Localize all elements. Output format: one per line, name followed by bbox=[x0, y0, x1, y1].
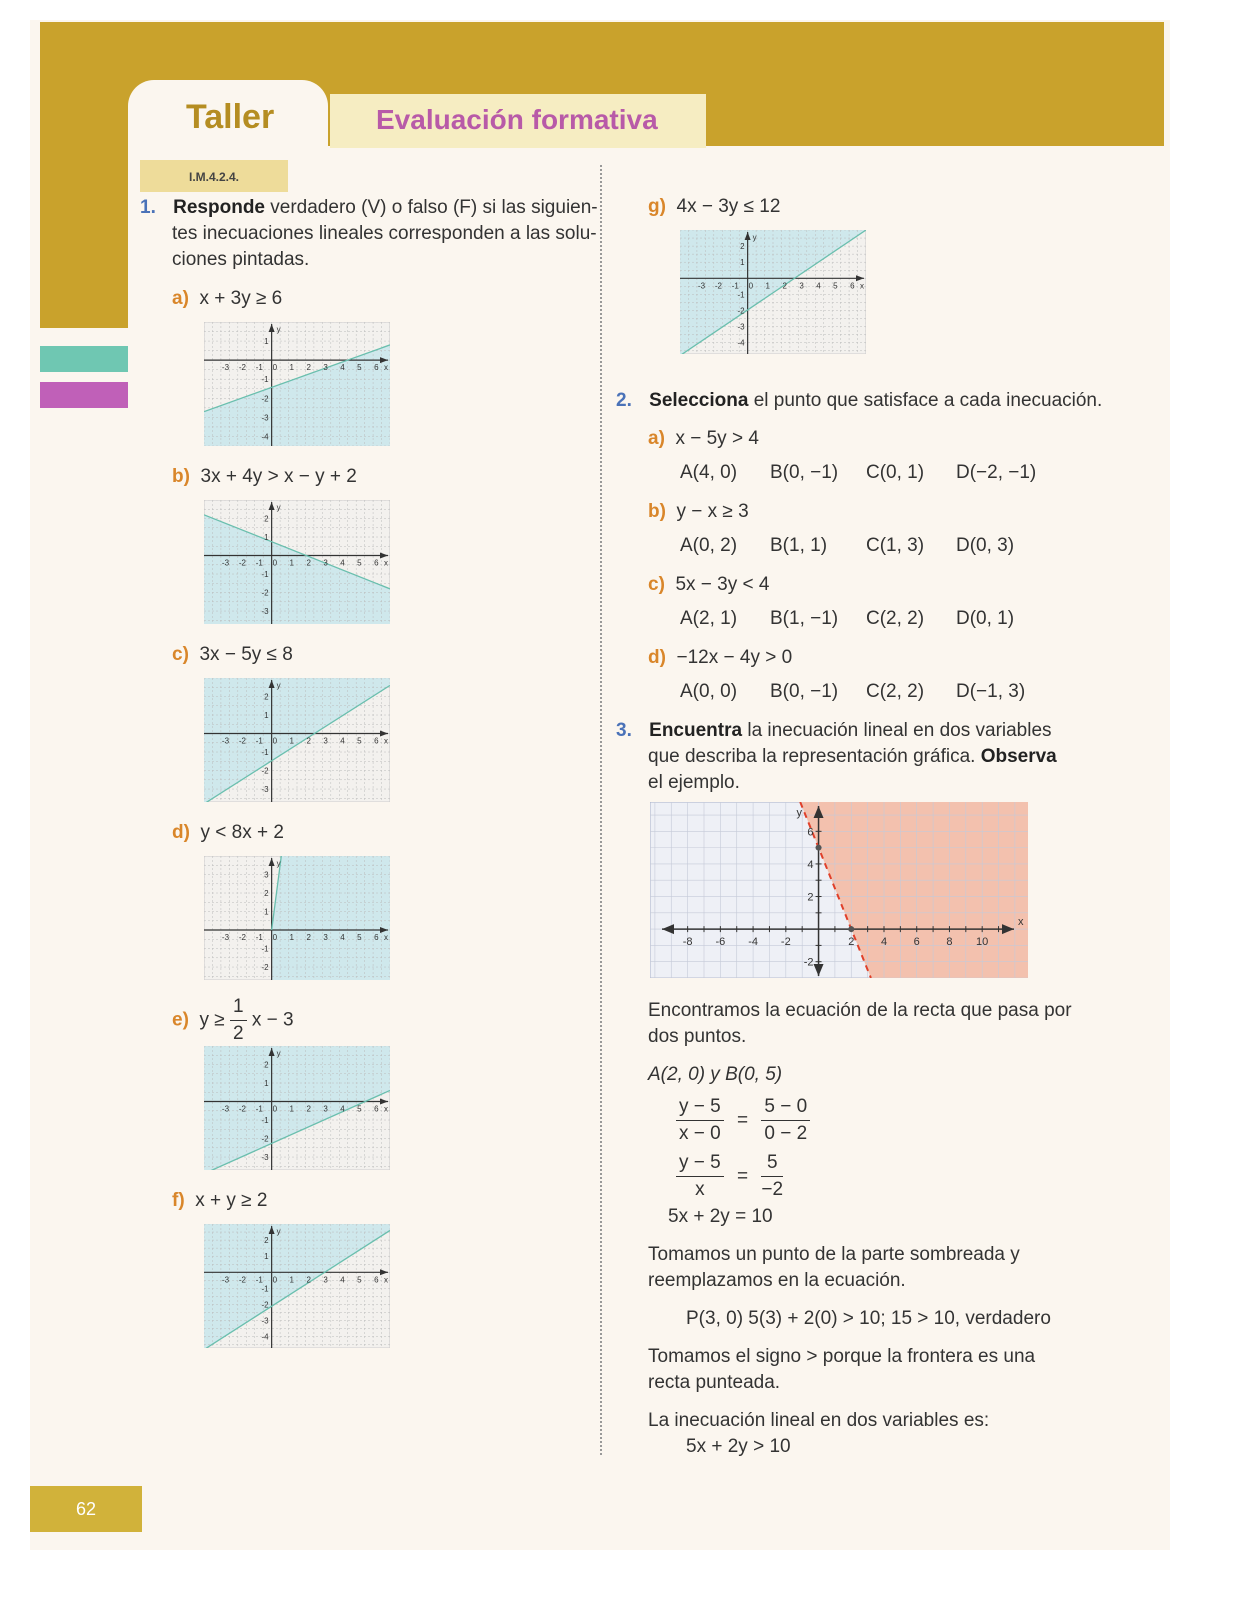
x-tick-label: -2 bbox=[238, 736, 246, 746]
x-axis-label: x bbox=[1018, 916, 1024, 929]
x-tick-label: 2 bbox=[306, 1275, 311, 1285]
x-tick-label: 4 bbox=[880, 936, 888, 949]
x-tick-label: 3 bbox=[323, 1104, 328, 1114]
x-tick-label: -1 bbox=[731, 281, 739, 291]
point-a bbox=[848, 926, 854, 932]
explain3-line1: Tomamos el signo > porque la frontera es una bbox=[648, 1346, 1036, 1367]
item-label: f) bbox=[172, 1190, 185, 1211]
y-tick-label: 1 bbox=[264, 711, 269, 721]
y-tick-label: 2 bbox=[264, 1060, 269, 1070]
answer-option[interactable]: D(0, 3) bbox=[956, 535, 1015, 556]
answer-option[interactable]: C(2, 2) bbox=[866, 608, 925, 629]
y-tick-label: -1 bbox=[737, 290, 745, 300]
y-tick-label: 1 bbox=[264, 533, 269, 543]
q1-item-a bbox=[172, 286, 282, 312]
denominator: 0 − 2 bbox=[764, 1123, 808, 1144]
y-tick-label: 2 bbox=[807, 891, 814, 904]
x-tick-label: -1 bbox=[255, 736, 263, 746]
explain2-line1: Tomamos un punto de la parte sombreada y bbox=[648, 1244, 1020, 1265]
x-tick-label: 5 bbox=[357, 933, 362, 943]
x-tick-label: 3 bbox=[323, 933, 328, 943]
x-tick-label: 3 bbox=[799, 281, 804, 291]
item-expression: 3x − 5y ≤ 8 bbox=[199, 644, 293, 665]
denominator: −2 bbox=[761, 1179, 784, 1200]
x-tick-label: 4 bbox=[340, 363, 345, 373]
check-point: P(3, 0) 5(3) + 2(0) > 10; 15 > 10, verdadero bbox=[686, 1308, 1051, 1329]
graph-svg bbox=[204, 1046, 390, 1170]
y-tick-label: 2 bbox=[740, 242, 745, 252]
x-tick-label: 6 bbox=[913, 936, 920, 949]
x-tick-label: -3 bbox=[221, 363, 230, 373]
q3-line1-text: la inecuación lineal en dos variables bbox=[742, 720, 1052, 741]
y-tick-label: -3 bbox=[261, 607, 269, 617]
fraction-right bbox=[761, 1150, 783, 1203]
fraction-left bbox=[676, 1094, 724, 1147]
x-tick-label: -3 bbox=[221, 1275, 230, 1285]
x-tick-label: 2 bbox=[306, 1104, 311, 1114]
y-tick-label: 1 bbox=[264, 1079, 269, 1089]
y-axis-label: y bbox=[276, 1227, 281, 1236]
q3-number: 3. bbox=[616, 720, 632, 741]
graph-svg bbox=[204, 322, 390, 446]
q2-bold: Selecciona bbox=[649, 390, 749, 411]
x-tick-label: -3 bbox=[221, 1104, 230, 1114]
item-label: g) bbox=[648, 196, 666, 217]
y-tick-label: 2 bbox=[264, 514, 269, 524]
x-tick-label: 5 bbox=[357, 736, 362, 746]
x-tick-label: -4 bbox=[748, 936, 758, 949]
y-axis-label: y bbox=[796, 807, 803, 819]
x-tick-label: 1 bbox=[289, 1275, 294, 1285]
numerator: y − 5 bbox=[676, 1150, 724, 1177]
x-tick-label: -2 bbox=[238, 558, 246, 568]
q1-item-b bbox=[172, 464, 357, 490]
y-tick-label: -1 bbox=[261, 375, 269, 385]
explain3-line2: recta punteada. bbox=[648, 1372, 781, 1393]
y-tick-label: 4 bbox=[807, 858, 814, 871]
x-tick-label: 0 bbox=[272, 736, 278, 746]
x-tick-label: 3 bbox=[323, 558, 328, 568]
q1-bold: Responde bbox=[173, 197, 265, 218]
numerator: 5 bbox=[761, 1150, 783, 1177]
x-tick-label: 1 bbox=[765, 281, 770, 291]
item-label: e) bbox=[172, 1009, 189, 1031]
answer-option[interactable]: D(−2, −1) bbox=[956, 462, 1037, 483]
x-tick-label: 6 bbox=[374, 363, 379, 373]
x-tick-label: 1 bbox=[289, 363, 294, 373]
item-expression: x + 3y ≥ 6 bbox=[199, 288, 283, 309]
x-tick-label: -1 bbox=[255, 363, 263, 373]
item-expression: 3x + 4y > x − y + 2 bbox=[200, 466, 357, 487]
x-tick-label: 4 bbox=[816, 281, 821, 291]
x-tick-label: 6 bbox=[850, 281, 855, 291]
x-tick-label: 4 bbox=[340, 1275, 345, 1285]
equals-sign: = bbox=[737, 1109, 749, 1131]
item-label: b) bbox=[648, 501, 666, 522]
x-tick-label: -6 bbox=[715, 936, 726, 949]
answer-option[interactable]: C(0, 1) bbox=[866, 462, 925, 483]
item-label: d) bbox=[648, 647, 666, 668]
item-expression: y < 8x + 2 bbox=[200, 822, 284, 843]
y-axis-label: y bbox=[276, 681, 281, 690]
x-tick-label: -8 bbox=[682, 936, 693, 949]
q1-intro-line3: ciones pintadas. bbox=[172, 249, 310, 270]
item-expression: x + y ≥ 2 bbox=[195, 1190, 268, 1211]
answer-option[interactable]: D(0, 1) bbox=[956, 608, 1015, 629]
x-tick-label: 10 bbox=[976, 936, 989, 949]
fraction bbox=[230, 994, 247, 1047]
y-tick-label: 2 bbox=[264, 889, 269, 899]
x-tick-label: 0 bbox=[272, 363, 278, 373]
graph-svg bbox=[204, 856, 390, 980]
q2-item bbox=[648, 645, 792, 671]
y-axis-label: y bbox=[752, 233, 757, 242]
graph-svg bbox=[680, 230, 866, 354]
x-tick-label: 2 bbox=[306, 558, 311, 568]
column-divider bbox=[600, 165, 602, 1455]
x-tick-label: -2 bbox=[238, 933, 246, 943]
y-tick-label: 1 bbox=[264, 1252, 269, 1262]
y-tick-label: -1 bbox=[261, 748, 269, 758]
x-tick-label: -3 bbox=[221, 736, 230, 746]
q1-item-e bbox=[172, 994, 294, 1047]
item-label: c) bbox=[172, 644, 189, 665]
x-tick-label: 1 bbox=[289, 736, 294, 746]
x-axis-label: x bbox=[384, 1275, 388, 1285]
x-tick-label: 6 bbox=[374, 1104, 379, 1114]
q1-item-c bbox=[172, 642, 293, 668]
x-tick-label: 5 bbox=[357, 1104, 362, 1114]
q2-number: 2. bbox=[616, 390, 632, 411]
explain1-line1: Encontramos la ecuación de la recta que pasa por bbox=[648, 1000, 1072, 1021]
y-tick-label: -3 bbox=[261, 1153, 269, 1163]
y-tick-label: 1 bbox=[264, 337, 269, 347]
item-expression: y − x ≥ 3 bbox=[665, 501, 749, 522]
magenta-stripe bbox=[40, 382, 128, 408]
y-tick-label: -3 bbox=[737, 322, 745, 332]
q3-line2 bbox=[648, 744, 1057, 770]
y-tick-label: -2 bbox=[737, 306, 745, 316]
example-graph-svg bbox=[650, 802, 1028, 978]
x-axis-label: x bbox=[384, 558, 388, 568]
q2-item bbox=[648, 426, 759, 452]
q3-observa: Observa bbox=[980, 746, 1057, 767]
q2-intro-text: el punto que satisface a cada inecuación. bbox=[748, 390, 1103, 411]
x-axis-label: x bbox=[384, 933, 388, 943]
item-expression-post: x − 3 bbox=[251, 1009, 294, 1031]
example-graph bbox=[650, 802, 1028, 978]
page-number: 62 bbox=[30, 1486, 142, 1532]
y-axis-label: y bbox=[276, 503, 281, 512]
q2-item bbox=[648, 572, 769, 598]
graph-a bbox=[204, 322, 390, 446]
x-tick-label: 1 bbox=[289, 933, 294, 943]
answer-option[interactable]: A(4, 0) bbox=[680, 462, 738, 483]
item-expression: 5x − 3y < 4 bbox=[664, 574, 770, 595]
x-tick-label: 8 bbox=[946, 936, 953, 949]
y-tick-label: -1 bbox=[261, 570, 269, 580]
x-tick-label: -2 bbox=[238, 1104, 246, 1114]
x-tick-label: 1 bbox=[289, 1104, 294, 1114]
x-tick-label: 1 bbox=[289, 558, 294, 568]
x-axis-label: x bbox=[384, 736, 388, 746]
item-expression: −12x − 4y > 0 bbox=[665, 647, 793, 668]
y-tick-label: 2 bbox=[264, 692, 269, 702]
x-tick-label: 6 bbox=[374, 558, 379, 568]
q1-item-d bbox=[172, 820, 284, 846]
y-axis-label: y bbox=[276, 325, 281, 334]
x-tick-label: -1 bbox=[255, 933, 263, 943]
item-label: a) bbox=[648, 428, 665, 449]
x-tick-label: 3 bbox=[323, 736, 328, 746]
x-tick-label: 3 bbox=[323, 1275, 328, 1285]
x-tick-label: -2 bbox=[714, 281, 722, 291]
x-tick-label: 0 bbox=[272, 1275, 278, 1285]
x-tick-label: 4 bbox=[340, 1104, 345, 1114]
y-axis-label: y bbox=[276, 1049, 281, 1058]
x-tick-label: 2 bbox=[782, 281, 787, 291]
x-tick-label: 6 bbox=[374, 736, 379, 746]
y-tick-label: -4 bbox=[737, 338, 745, 348]
denominator: x bbox=[695, 1179, 705, 1200]
fraction-left bbox=[676, 1150, 724, 1203]
equals-sign: = bbox=[737, 1165, 749, 1187]
x-tick-label: -1 bbox=[255, 558, 263, 568]
graph-svg bbox=[204, 678, 390, 802]
y-tick-label: -3 bbox=[261, 785, 269, 795]
q1-intro-line1 bbox=[140, 195, 598, 221]
x-tick-label: 5 bbox=[357, 558, 362, 568]
answer-option[interactable]: D(−1, 3) bbox=[956, 681, 1026, 702]
y-tick-label: 3 bbox=[264, 870, 269, 880]
q2-intro bbox=[616, 388, 1102, 414]
graph-svg bbox=[204, 500, 390, 624]
item-expression: x − 5y > 4 bbox=[664, 428, 759, 449]
q3-line1 bbox=[616, 718, 1052, 744]
fraction-denominator: 2 bbox=[232, 1023, 244, 1044]
x-tick-label: 2 bbox=[306, 736, 311, 746]
y-tick-label: -1 bbox=[261, 944, 269, 954]
x-tick-label: -1 bbox=[255, 1104, 263, 1114]
y-tick-label: 2 bbox=[264, 1236, 269, 1246]
equation-3: 5x + 2y = 10 bbox=[668, 1206, 773, 1227]
x-tick-label: 5 bbox=[357, 363, 362, 373]
x-tick-label: 4 bbox=[340, 558, 345, 568]
equation-2 bbox=[676, 1150, 783, 1203]
answer-option[interactable]: C(2, 2) bbox=[866, 681, 925, 702]
graph-d bbox=[204, 856, 390, 980]
x-tick-label: -1 bbox=[255, 1275, 263, 1285]
item-label: d) bbox=[172, 822, 190, 843]
y-tick-label: -2 bbox=[261, 766, 269, 776]
denominator: x − 0 bbox=[679, 1123, 721, 1144]
x-tick-label: -2 bbox=[238, 1275, 246, 1285]
y-axis-label: y bbox=[276, 859, 281, 868]
answer-option[interactable]: A(0, 2) bbox=[680, 535, 738, 556]
x-tick-label: 5 bbox=[833, 281, 838, 291]
section-subtitle: Evaluación formativa bbox=[376, 104, 658, 135]
y-tick-label: -2 bbox=[261, 1300, 269, 1310]
y-tick-label: 6 bbox=[807, 826, 814, 839]
teal-stripe bbox=[40, 346, 128, 372]
q1-number: 1. bbox=[140, 197, 156, 218]
fraction-numerator: 1 bbox=[230, 994, 247, 1021]
item-label: b) bbox=[172, 466, 190, 487]
x-tick-label: 3 bbox=[323, 363, 328, 373]
left-band bbox=[40, 22, 128, 328]
item-expression-pre: y ≥ bbox=[199, 1009, 225, 1031]
q1-item-f bbox=[172, 1188, 267, 1214]
explain4: La inecuación lineal en dos variables es: bbox=[648, 1410, 990, 1431]
graph-g bbox=[680, 230, 866, 354]
q3-line3: el ejemplo. bbox=[648, 772, 740, 793]
x-tick-label: -3 bbox=[697, 281, 706, 291]
y-tick-label: -3 bbox=[261, 413, 269, 423]
x-tick-label: 0 bbox=[272, 1104, 278, 1114]
item-label: a) bbox=[172, 288, 189, 309]
q1-intro-text-1: verdadero (V) o falso (F) si las siguien- bbox=[265, 197, 598, 218]
numerator: 5 − 0 bbox=[761, 1094, 810, 1121]
x-tick-label: 0 bbox=[272, 933, 278, 943]
x-axis-label: x bbox=[860, 281, 864, 291]
q3-bold: Encuentra bbox=[649, 720, 743, 741]
x-tick-label: 5 bbox=[357, 1275, 362, 1285]
x-tick-label: -2 bbox=[238, 363, 246, 373]
answer-option[interactable]: C(1, 3) bbox=[866, 535, 925, 556]
x-tick-label: 0 bbox=[748, 281, 754, 291]
x-tick-label: -3 bbox=[221, 558, 230, 568]
item-expression: 4x − 3y ≤ 12 bbox=[676, 196, 781, 217]
item-label: c) bbox=[648, 574, 665, 595]
y-tick-label: 1 bbox=[740, 258, 745, 268]
answer-option[interactable]: A(2, 1) bbox=[680, 608, 738, 629]
explain1-line2: dos puntos. bbox=[648, 1026, 747, 1047]
y-tick-label: -1 bbox=[261, 1116, 269, 1126]
x-tick-label: 2 bbox=[306, 933, 311, 943]
point-b bbox=[816, 845, 822, 851]
answer-option[interactable]: B(0, −1) bbox=[770, 681, 839, 702]
y-tick-label: -3 bbox=[261, 1316, 269, 1326]
numerator: y − 5 bbox=[676, 1094, 724, 1121]
answer-option[interactable]: B(1, 1) bbox=[770, 535, 828, 556]
x-tick-label: 0 bbox=[272, 558, 278, 568]
y-tick-label: -2 bbox=[261, 394, 269, 404]
answer-option[interactable]: B(1, −1) bbox=[770, 608, 839, 629]
y-tick-label: -2 bbox=[803, 956, 814, 969]
x-axis-label: x bbox=[384, 1104, 388, 1114]
answer-option[interactable]: B(0, −1) bbox=[770, 462, 839, 483]
y-tick-label: 1 bbox=[264, 907, 269, 917]
fraction-right bbox=[761, 1094, 810, 1147]
q3-line2-text: que describa la representación gráfica. bbox=[648, 746, 981, 767]
y-tick-label: -2 bbox=[261, 588, 269, 598]
q2-item bbox=[648, 499, 749, 525]
x-tick-label: -2 bbox=[780, 936, 791, 949]
q1-intro-line2: tes inecuaciones lineales corresponden a las solu- bbox=[172, 223, 597, 244]
skill-code-badge: I.M.4.2.4. bbox=[140, 160, 288, 192]
graph-c bbox=[204, 678, 390, 802]
x-tick-label: 4 bbox=[340, 736, 345, 746]
x-tick-label: 4 bbox=[340, 933, 345, 943]
x-axis-label: x bbox=[384, 363, 388, 373]
y-tick-label: -2 bbox=[261, 963, 269, 973]
answer-option[interactable]: A(0, 0) bbox=[680, 681, 738, 702]
y-tick-label: -4 bbox=[261, 1332, 269, 1342]
graph-e bbox=[204, 1046, 390, 1170]
x-tick-label: 6 bbox=[374, 933, 379, 943]
x-tick-label: -3 bbox=[221, 933, 230, 943]
x-tick-label: 6 bbox=[374, 1275, 379, 1285]
y-tick-label: -2 bbox=[261, 1134, 269, 1144]
y-tick-label: -4 bbox=[261, 432, 269, 442]
final-answer: 5x + 2y > 10 bbox=[686, 1436, 791, 1457]
y-tick-label: -1 bbox=[261, 1284, 269, 1294]
graph-f bbox=[204, 1224, 390, 1348]
equation-1 bbox=[676, 1094, 810, 1147]
graph-b bbox=[204, 500, 390, 624]
q1-item-g bbox=[648, 194, 780, 220]
two-points: A(2, 0) y B(0, 5) bbox=[648, 1064, 783, 1085]
graph-svg bbox=[204, 1224, 390, 1348]
x-tick-label: 2 bbox=[306, 363, 311, 373]
x-tick-label: 2 bbox=[848, 936, 855, 949]
tab-title: Taller bbox=[186, 98, 275, 136]
explain2-line2: reemplazamos en la ecuación. bbox=[648, 1270, 906, 1291]
